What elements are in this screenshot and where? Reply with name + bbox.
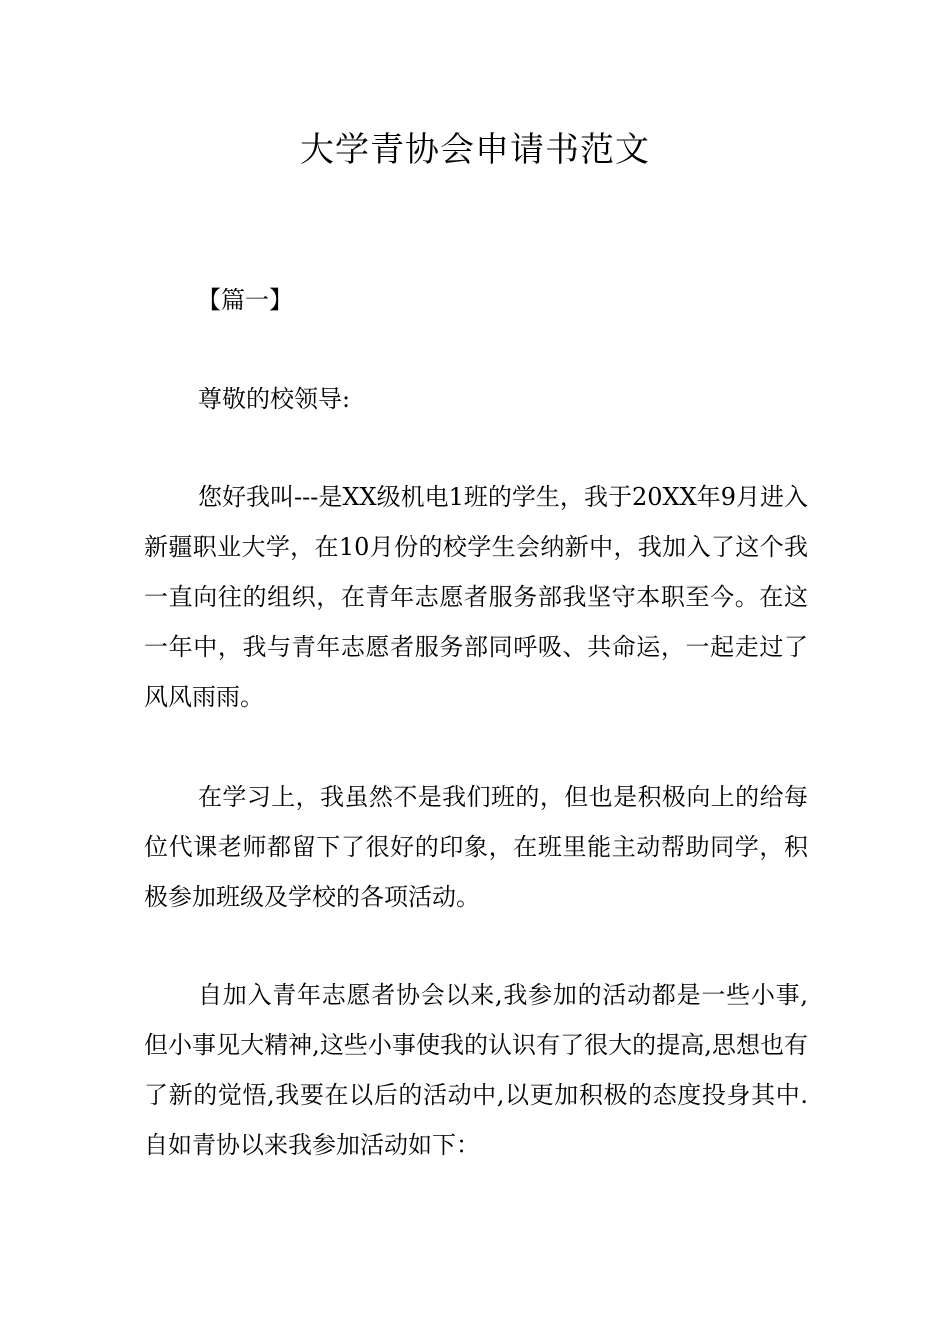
section-label: 【篇一】 [197,286,293,314]
greeting: 尊敬的校领导: [198,385,351,413]
paragraph-3: 自加入青年志愿者协会以来,我参加的活动都是一些小事,但小事见大精神,这些小事使我的认识有了很大的提高,思想也有了新的觉悟,我要在以后的活动中,以更加积极的态度投身其中.自如青协以来我参加活动如下： [144,981,808,1159]
paragraph-2: 在学习上，我虽然不是我们班的，但也是积极向上的给每位代课老师都留下了很好的印象，在班里能主动帮助同学，积极参加班级及学校的各项活动。 [144,783,808,911]
paragraph-1: 您好我叫---是XX级机电1班的学生，我于20XX年9月进入新疆职业大学，在10月份的校学生会纳新中，我加入了这个我一直向往的组织，在青年志愿者服务部我坚守本职至今。在这一年中，我与青年志愿者服务部同呼吸、共命运，一起走过了风风雨雨。 [144,483,808,711]
document-title: 大学青协会申请书范文 [300,130,650,170]
